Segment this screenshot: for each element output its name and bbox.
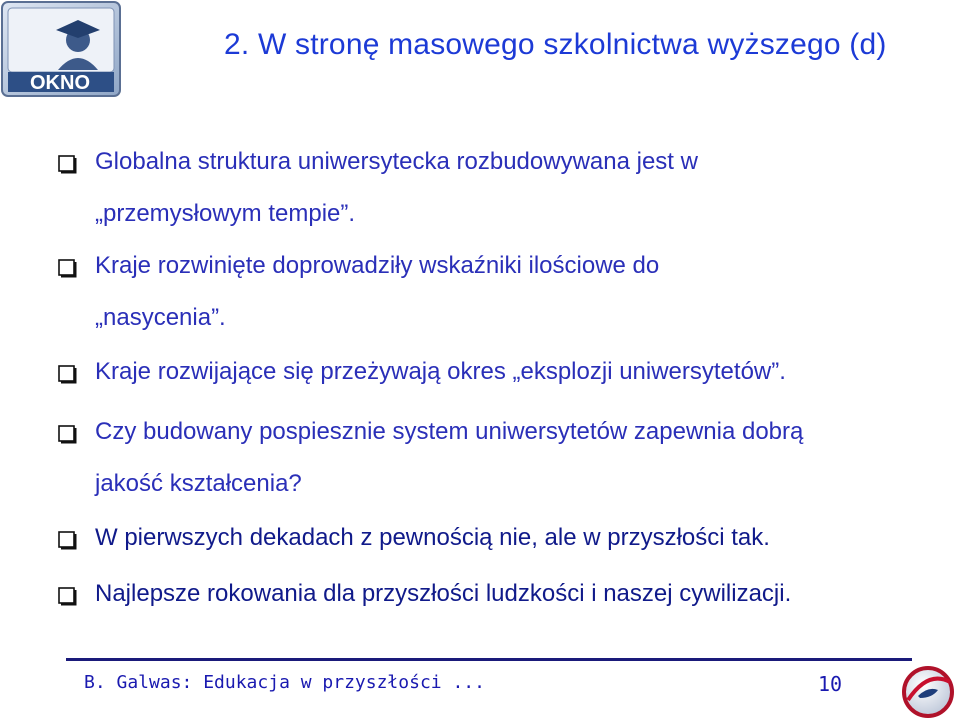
- checkbox-icon: [58, 425, 77, 444]
- slide-title: 2. W stronę masowego szkolnictwa wyższego (d): [224, 28, 887, 61]
- bullet-line: „przemysłowym tempie”.: [95, 200, 356, 227]
- checkbox-icon: [58, 587, 77, 606]
- bullet-item: [58, 582, 938, 620]
- checkbox-icon: [58, 259, 77, 278]
- bullet-line: Globalna struktura uniwersytecka rozbudowywana jest w: [95, 148, 698, 175]
- bullet-item: [58, 526, 938, 564]
- bullet-line: Najlepsze rokowania dla przyszłości ludzkości i naszej cywilizacji.: [95, 580, 792, 607]
- bullet-line: „nasycenia”.: [95, 304, 226, 331]
- bullet-line: Kraje rozwinięte doprowadziły wskaźniki ilościowe do: [95, 252, 660, 279]
- e-learning-icon: [898, 660, 958, 720]
- checkbox-icon: [58, 531, 77, 550]
- bullet-line: Czy budowany pospiesznie system uniwersytetów zapewnia dobrą: [95, 418, 804, 445]
- bullet-item: [58, 420, 938, 510]
- logo-text: OKNO: [30, 72, 90, 94]
- checkbox-icon: [58, 155, 77, 174]
- okno-logo: [0, 0, 122, 98]
- bullet-line: W pierwszych dekadach z pewnością nie, ale w przyszłości tak.: [95, 524, 770, 551]
- footer-rule: [66, 658, 912, 661]
- bullet-line: Kraje rozwijające się przeżywają okres „eksplozji uniwersytetów”.: [95, 358, 786, 385]
- bullet-item: [58, 150, 938, 240]
- bullet-item: [58, 360, 938, 398]
- page-number: 10: [818, 672, 843, 696]
- bullet-item: [58, 254, 938, 344]
- bullet-line: jakość kształcenia?: [95, 470, 302, 497]
- footer-author-title: B. Galwas: Edukacja w przyszłości ...: [84, 672, 485, 693]
- checkbox-icon: [58, 365, 77, 384]
